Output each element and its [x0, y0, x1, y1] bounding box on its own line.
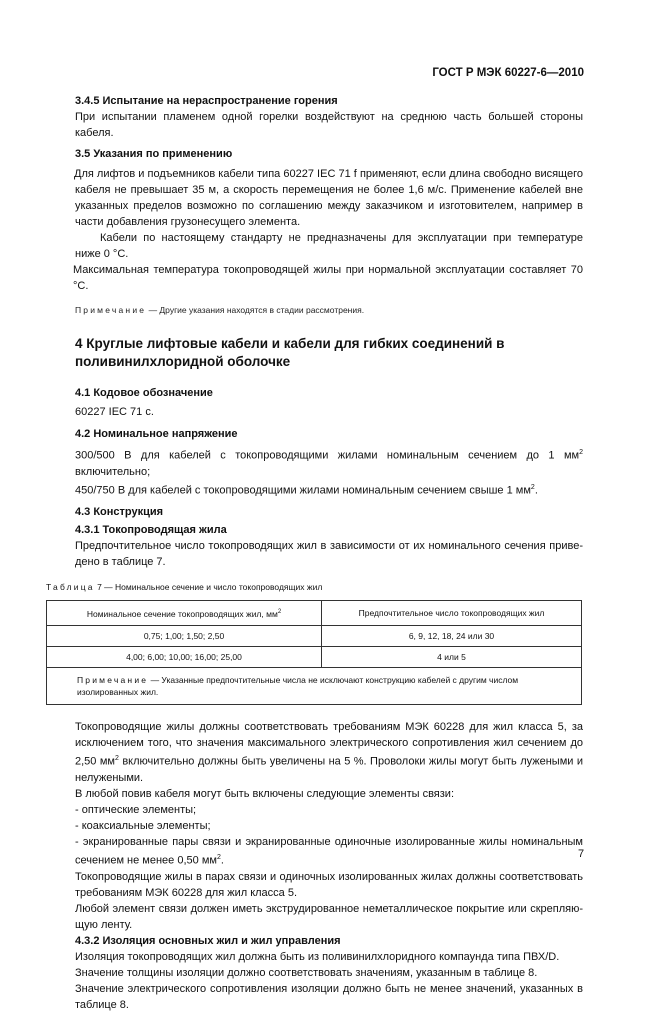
table-caption-text: 7 — Номинальное сечение и число токопроводящих жил: [94, 582, 323, 593]
heading-4-1: 4.1 Кодовое обозначение: [75, 387, 213, 399]
superscript: 2: [530, 483, 535, 491]
table-note: [47, 668, 582, 705]
text-run: включительно;: [75, 465, 151, 478]
paragraph: Максимальная температура токопроводящей жилы при нормальной эксплуатации составляет 70 °С.: [73, 264, 583, 292]
note: [75, 302, 583, 318]
superscript: 2: [277, 609, 282, 616]
header-text: Номинальное сечение токопроводящих жил, мм: [86, 609, 278, 620]
table-cell: 4,00; 6,00; 10,00; 16,00; 25,00: [47, 647, 322, 668]
paragraph: 60227 IEC 71 c.: [75, 406, 154, 418]
text-run: 450/750 В для кабелей с токопроводящими жилами номинальным сечением свыше 1 мм: [75, 484, 531, 497]
paragraph: При испытании пламенем одной горелки воздействуют на среднюю часть большей стороны кабеля.: [75, 111, 583, 139]
list-item: [75, 834, 583, 869]
heading-3-4-5: 3.4.5 Испытание на нераспространение горения: [75, 95, 338, 107]
table-cell: 0,75; 1,00; 1,50; 2,50: [47, 626, 322, 647]
text-run: Токопроводящие жилы должны соответствовать требованиям МЭК 60228 для жил класса 5, за исключением того, что значения максимального электрического сопротивления жил сечением до 2,50 мм: [75, 721, 583, 768]
table-header-cell: [47, 601, 322, 626]
note-label: Примечание: [75, 305, 147, 315]
paragraph: Значение толщины изоляции должно соответствовать значениям, указанным в таблице 8.: [75, 966, 538, 979]
table-7: [46, 600, 582, 705]
table-caption: [46, 579, 583, 595]
heading-section-4: 4 Круглые лифтовые кабели и кабели для гибких соединений в поливинилхлоридной оболочке: [75, 336, 505, 369]
table-row: [47, 626, 582, 647]
paragraph: Значение электрического сопротивления изоляции должно быть не менее значений, указанных в таблице 8.: [75, 982, 583, 1011]
page-number: 7: [578, 848, 585, 860]
text-run: .: [534, 484, 538, 497]
heading-3-5: 3.5 Указания по применению: [75, 148, 233, 160]
paragraph: [75, 480, 583, 499]
paragraph: [75, 445, 583, 480]
paragraph: В любой повив кабеля могут быть включены следующие элементы связи:: [75, 787, 455, 800]
paragraph: Токопроводящие жилы в парах связи и одиночных изолированных жилах должны соответствовать требованиям МЭК 60228 для жил класса 5.: [75, 870, 583, 899]
superscript: 2: [579, 449, 583, 456]
table-cell: 4 или 5: [322, 647, 582, 668]
paragraph: Изоляция токопроводящих жил должна быть из поливинилхлоридного компаунда типа ПВХ/D.: [75, 950, 560, 963]
table-note-row: [47, 668, 582, 705]
heading-4-3-2: 4.3.2 Изоляция основных жил и жил управления: [75, 934, 341, 947]
paragraph: Для лифтов и подъемников кабели типа 60227 IEC 71 f применяют, если длина свободно висящего кабеля не превышает 35 м, а скорость перемещения не более 1,6 м/с. Применение кабелей вне указанных пределов возможно по соглашению между заказчиком и изготовителем, например в части добавления грузонесущего элемента.: [74, 168, 583, 228]
paragraph: Кабели по настоящему стандарту не предназначены для эксплуатации при температуре ниже 0 °С.: [75, 232, 583, 260]
text-run: 300/500 В для кабелей с токопроводящими жилами номинальным сечением до 1 мм: [75, 449, 580, 462]
paragraph: Любой элемент связи должен иметь экструдированное неметаллическое покрытие или скрепляющую ленту.: [75, 902, 583, 931]
note-text: — Другие указания находятся в стадии рассмотрения.: [146, 305, 365, 315]
paragraph: [75, 719, 583, 786]
table-header-row: [47, 601, 582, 626]
superscript: 2: [216, 853, 221, 861]
heading-4-3: 4.3 Конструкция: [75, 506, 164, 519]
table-note-label: Примечание: [77, 675, 149, 686]
table-caption-label: Таблица: [46, 582, 95, 593]
page-content: [46, 93, 583, 1013]
table-row: [47, 647, 582, 668]
table-note-text: — Указанные предпочтительные числа не исключают конструкцию кабелей с другим числом изолированных жил.: [77, 675, 519, 698]
heading-4-3-1: 4.3.1 Токопроводящая жила: [75, 524, 227, 537]
document-code-header: ГОСТ Р МЭК 60227-6—2010: [432, 67, 584, 79]
table-cell: 6, 9, 12, 18, 24 или 30: [322, 626, 582, 647]
superscript: 2: [114, 755, 119, 763]
table-header-cell: Предпочтительное число токопроводящих жил: [322, 601, 582, 626]
text-run: - экранированные пары связи и экранированные одиночные изолированные жилы номинальным сечением не менее 0,50 мм: [75, 835, 583, 867]
text-run: включительно должны быть увеличены на 5 %. Проволоки жилы могут быть лужеными и нелужеными.: [75, 755, 583, 784]
text-run: .: [220, 854, 224, 867]
list-item: - оптические элементы;: [75, 803, 197, 816]
paragraph: Предпочтительное число токопроводящих жил в зависимости от их номинального сечения приведено в таблице 7.: [75, 540, 583, 569]
list-item: - коаксиальные элементы;: [75, 819, 211, 832]
heading-4-2: 4.2 Номинальное напряжение: [75, 428, 238, 440]
